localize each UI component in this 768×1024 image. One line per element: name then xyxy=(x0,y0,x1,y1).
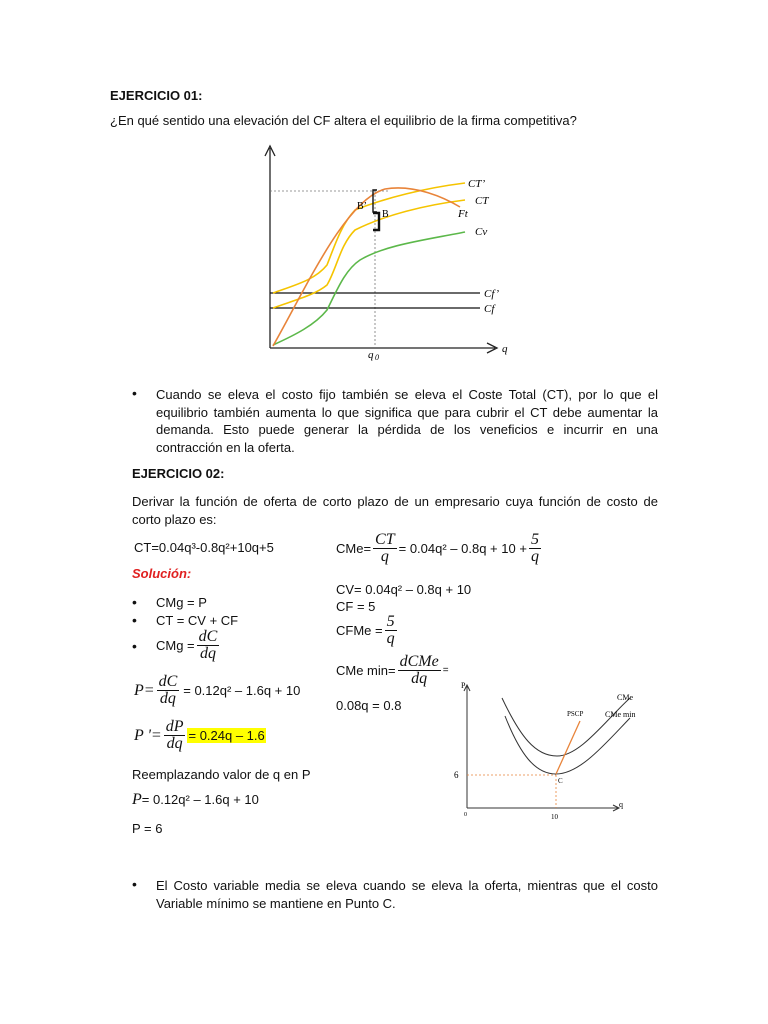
p-prime-symbol: P '= xyxy=(134,726,162,744)
cmemin-tail: = xyxy=(442,665,449,676)
cme-den: q xyxy=(380,548,389,565)
bullet-dot: • xyxy=(132,638,137,654)
bullet-dot: • xyxy=(132,876,137,892)
label-pscp: PSCP xyxy=(567,710,584,718)
label-ten: 10 xyxy=(551,813,558,821)
label-ft: Ft xyxy=(458,208,468,220)
p-derivative-den: dq xyxy=(159,690,176,707)
cme-curves-graph xyxy=(440,676,640,826)
p-prime-derivative xyxy=(134,719,266,752)
p-prime-rhs-highlighted: = 0.24q – 1.6 xyxy=(188,728,265,743)
cme-min-curve xyxy=(505,716,630,774)
cmg-derivative-num: dC xyxy=(198,628,218,645)
p-result: P = 6 xyxy=(132,821,163,836)
label-origin: 0 xyxy=(464,812,467,818)
bullet-dot: • xyxy=(132,385,137,401)
bullet-dot: • xyxy=(132,612,137,628)
label-ct: CT xyxy=(475,195,489,207)
cme-den2: q xyxy=(530,548,539,565)
ct-equals-cv-cf: CT = CV + CF xyxy=(156,613,239,628)
p-derivative-num: dC xyxy=(158,673,178,690)
reemplazando-text: Reemplazando valor de q en P xyxy=(132,767,311,782)
cme-formula xyxy=(336,532,543,565)
label-p-axis: P xyxy=(461,681,466,690)
p-sub-symbol: P xyxy=(132,791,142,808)
eq-0-08q: 0.08q = 0.8 xyxy=(336,698,402,713)
ct-function: CT=0.04q³-0.8q²+10q+5 xyxy=(134,540,274,555)
cme-num2: 5 xyxy=(530,531,539,548)
cost-curves-graph xyxy=(255,140,525,362)
ex2-conclusion: El Costo variable media se eleva cuando se eleva la oferta, mientras que el costo Variable mínimo se mantiene en Punto C. xyxy=(156,878,658,911)
cfme-formula xyxy=(336,614,399,647)
cmemin-formula xyxy=(336,654,449,687)
cmg-derivative xyxy=(156,629,221,662)
cmemin-den: dq xyxy=(411,670,428,687)
p-prime-den: dq xyxy=(166,735,183,752)
label-q0: q xyxy=(368,349,374,361)
p-substitution xyxy=(132,791,259,809)
cmg-derivative-prefix: CMg = xyxy=(156,638,195,653)
cf-value: CF = 5 xyxy=(336,599,376,614)
pscp-line xyxy=(556,721,580,774)
p-rhs: = 0.12q² – 1.6q + 10 xyxy=(183,683,301,698)
bullet-dot: • xyxy=(132,594,137,610)
ex2-heading: EJERCICIO 02: xyxy=(132,466,225,481)
cmemin-prefix: CMe min= xyxy=(336,663,396,678)
cme-curve xyxy=(502,698,630,756)
cme-mid: = 0.04q² – 0.8q + 10 + xyxy=(398,541,527,556)
p-sub-rhs: = 0.12q² – 1.6q + 10 xyxy=(141,792,259,807)
label-b: B xyxy=(382,209,389,220)
label-six: 6 xyxy=(454,770,459,780)
label-cf: Cf xyxy=(484,303,495,315)
cfme-prefix: CFMe = xyxy=(336,623,383,638)
label-c-point: C xyxy=(558,777,563,785)
ex1-question: ¿En qué sentido una elevación del CF altera el equilibrio de la firma competitiva? xyxy=(110,113,577,128)
p-derivative xyxy=(134,674,300,707)
cmg-equals-p: CMg = P xyxy=(156,595,207,610)
cfme-den: q xyxy=(386,630,395,647)
p-prime-num: dP xyxy=(165,718,184,735)
label-ct-prime: CT’ xyxy=(468,178,486,190)
ex2-statement: Derivar la función de oferta de corto plazo de un empresario cuya función de costo de corto plazo es: xyxy=(132,494,658,527)
cme-num: CT xyxy=(375,531,395,548)
label-q0-sub: 0 xyxy=(375,353,379,362)
label-q-axis: q xyxy=(502,343,508,355)
cv-curve xyxy=(273,232,465,345)
p-equals: = xyxy=(143,681,155,699)
solucion-label: Solución: xyxy=(132,566,192,581)
label-cf-prime: Cf’ xyxy=(484,288,500,300)
label-cme-min: CMe min xyxy=(605,710,636,719)
label-q-axis2: q xyxy=(619,800,623,809)
cv-formula: CV= 0.04q² – 0.8q + 10 xyxy=(336,582,472,597)
ex1-heading: EJERCICIO 01: xyxy=(110,88,203,103)
label-cme: CMe xyxy=(617,693,633,702)
cme-prefix: CMe= xyxy=(336,541,372,556)
cmemin-num: dCMe xyxy=(399,653,439,670)
label-b-prime: B’ xyxy=(357,201,367,212)
ex1-explanation: Cuando se eleva el costo fijo también se eleva el Coste Total (CT), por lo que el equilibrio también aumenta lo que significa que para cubrir el CT debe aumentar la demanda. Esto puede generar la pérdida de los veneficios e incurrir en una contracción en la oferta. xyxy=(156,387,658,455)
cfme-num: 5 xyxy=(386,613,395,630)
label-cv: Cv xyxy=(475,226,488,238)
cmg-derivative-den: dq xyxy=(199,645,216,662)
p-symbol: P xyxy=(134,681,144,699)
